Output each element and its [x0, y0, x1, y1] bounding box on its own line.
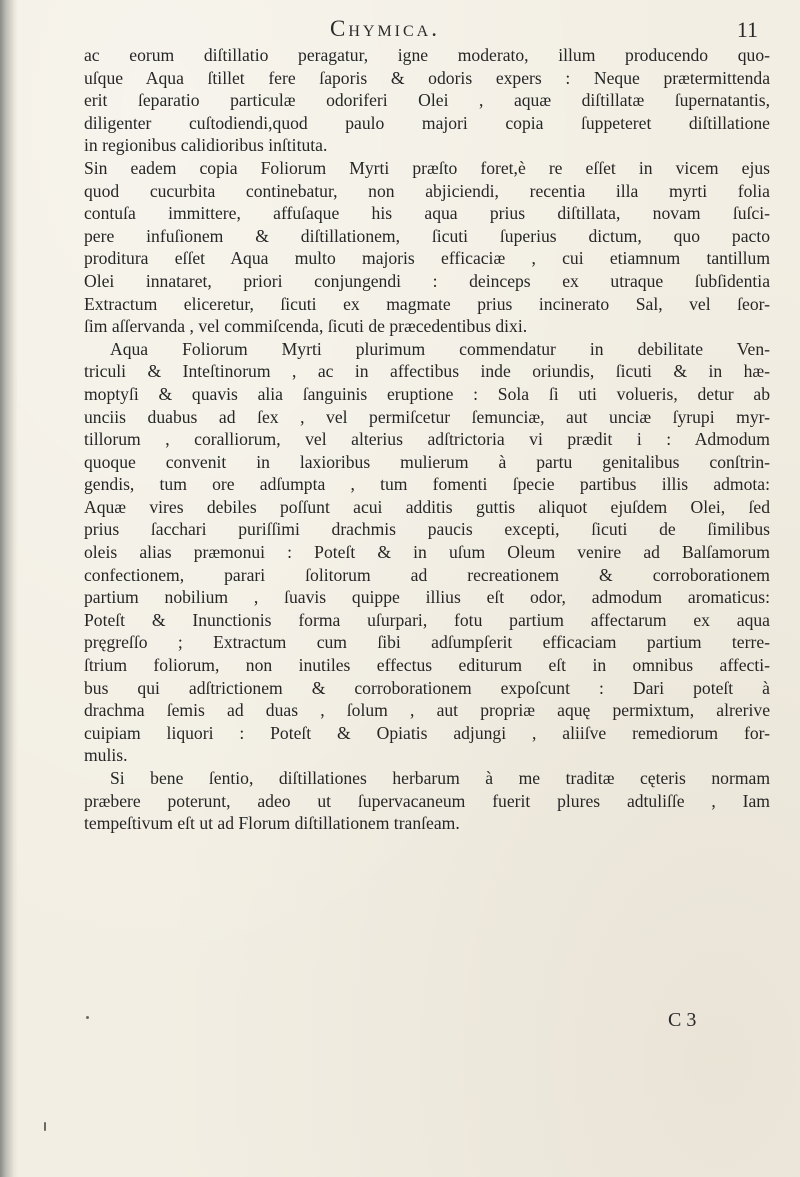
text-line: ac eorum diſtillatio peragatur, igne moderato, illum producendo quo- — [84, 45, 770, 65]
text-line: cuipiam liquori : Poteſt & Opiatis adjungi , aliiſve remediorum for- — [84, 722, 770, 743]
text-line: pręgreſſo ; Extractum cum ſibi adſumpſerit efficaciam partium terre- — [84, 632, 770, 653]
text-line: prius ſacchari puriſſimi drachmis paucis excepti, ſicuti de ſimilibus — [84, 519, 770, 540]
text-line: præbere poterunt, adeo ut ſupervacaneum fuerit plures adtuliſſe , Iam — [84, 790, 770, 811]
text-line: bus qui adſtrictionem & corroborationem expoſcunt : Dari poteſt à — [84, 677, 770, 698]
text-line: triculi & Inteſtinorum , ac in affectibus inde oriundis, ſicuti & in hæ- — [84, 361, 770, 382]
text-line: ſtrium foliorum, non inutiles effectus editurum eſt in omnibus affecti- — [84, 655, 770, 676]
ink-speck — [44, 1122, 46, 1131]
text-line: contuſa immittere, affuſaque his aqua prius diſtillata, novam ſuſci- — [84, 203, 770, 224]
signature-mark: C 3 — [668, 1009, 697, 1031]
paragraph-start-line: Sin eadem copia Foliorum Myrti præſto foret,è re eſſet in vicem ejus — [84, 157, 770, 178]
text-line: Extractum eliceretur, ſicuti ex magmate prius incinerato Sal, vel ſeor- — [84, 293, 770, 314]
text-line: quoque convenit in laxioribus mulierum à partu genitalibus conſtrin- — [84, 451, 770, 472]
page-binding-edge — [0, 0, 18, 1177]
body-text — [84, 44, 770, 835]
text-line: proditura eſſet Aqua multo majoris efficaciæ , cui etiamnum tantillum — [84, 248, 770, 269]
text-line: mulis. — [84, 745, 128, 766]
text-line: pere infuſionem & diſtillationem, ſicuti ſuperius dictum, quo pacto — [84, 225, 770, 246]
text-line: partium nobilium , ſuavis quippe illius eſt odor, admodum aromaticus: — [84, 587, 770, 608]
text-line: moptyſi & quavis alia ſanguinis eruptione : Sola ſi uti volueris, detur ab — [84, 383, 770, 404]
ink-speck — [86, 1016, 89, 1019]
text-line: tempeſtivum eſt ut ad Florum diſtillationem tranſeam. — [84, 813, 460, 834]
running-title: Chymica. — [330, 16, 440, 41]
paragraph-start-line: Si bene ſentio, diſtillationes herbarum à me traditæ cęteris normam — [110, 768, 770, 788]
text-line: in regionibus calidioribus inſtituta. — [84, 135, 328, 156]
text-line: diligenter cuſtodiendi,quod paulo majori copia ſuppeteret diſtillatione — [84, 112, 770, 133]
text-line: gendis, tum ore adſumpta , tum fomenti ſpecie partibus illis admota: — [84, 474, 770, 495]
text-line: quod cucurbita continebatur, non abjiciendi, recentia illa myrti folia — [84, 180, 770, 201]
text-line: drachma ſemis ad duas , ſolum , aut propriæ aquę permixtum, alrerive — [84, 700, 770, 721]
text-line: confectionem, parari ſolitorum ad recreationem & corroborationem — [84, 564, 770, 585]
text-line: Aquæ vires debiles poſſunt acui additis guttis aliquot ejuſdem Olei, ſed — [84, 496, 770, 517]
text-line: unciis duabus ad ſex , vel permiſcetur ſemunciæ, aut unciæ ſyrupi myr- — [84, 406, 770, 427]
text-line: ſim aſſervanda , vel commiſcenda, ſicuti de præcedentibus dixi. — [84, 316, 528, 337]
text-line: Olei innataret, priori conjungendi : deinceps ex utraque ſubſidentia — [84, 270, 770, 291]
text-line: Poteſt & Inunctionis forma uſurpari, fotu partium affectarum ex aqua — [84, 609, 770, 630]
paragraph-start-line: Aqua Foliorum Myrti plurimum commendatur in debilitate Ven- — [110, 338, 770, 359]
text-line: erit ſeparatio particulæ odoriferi Olei , aquæ diſtillatæ ſupernatantis, — [84, 90, 770, 111]
text-line: tillorum , coralliorum, vel alterius adſtrictoria vi prædit i : Admodum — [84, 429, 770, 450]
page-header — [0, 8, 800, 42]
text-line: oleis alias præmonui : Poteſt & in uſum Oleum venire ad Balſamorum — [84, 542, 770, 563]
page-number: 11 — [736, 17, 758, 42]
text-line: uſque Aqua ſtillet fere ſaporis & odoris expers : Neque prætermittenda — [84, 67, 770, 88]
